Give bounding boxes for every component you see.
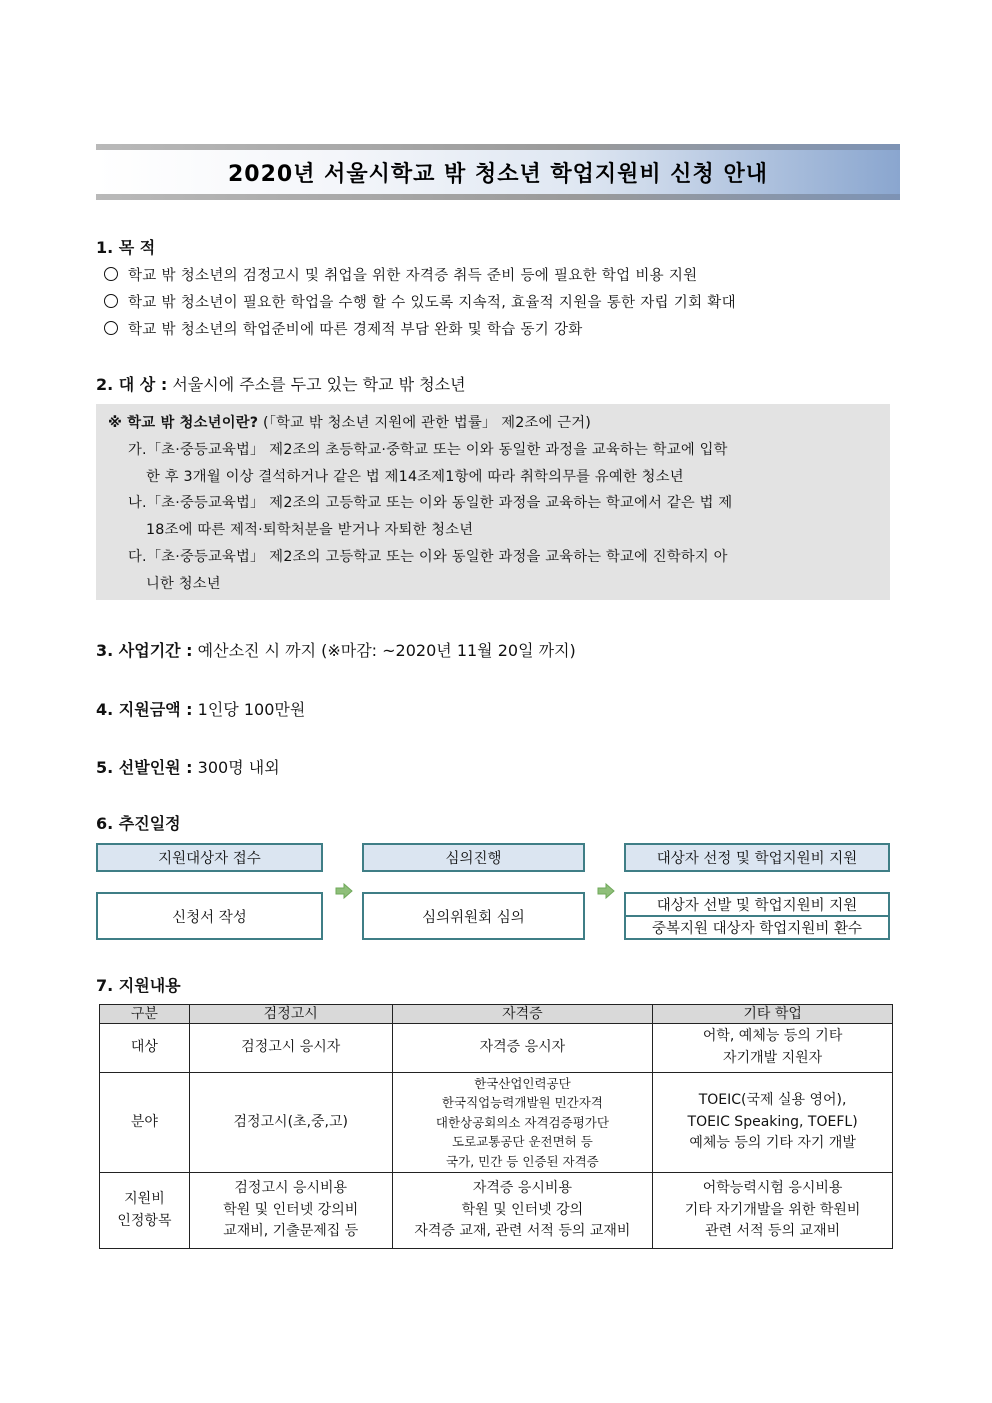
sec1-item: 학교 밖 청소년의 학업준비에 따른 경제적 부담 완화 및 학습 동기 강화 — [104, 318, 583, 339]
sec1-item: 학교 밖 청소년의 검정고시 및 취업을 위한 자격증 취득 준비 등에 필요한 학업 비용 지원 — [104, 264, 697, 285]
table-cell: 검정고시(초,중,고) — [189, 1073, 392, 1173]
sec4-amount: 4. 지원금액 : 1인당 100만원 — [96, 700, 306, 719]
note-line: 18조에 따른 제적·퇴학처분을 받거나 자퇴한 청소년 — [146, 522, 474, 538]
table-row — [100, 1173, 893, 1249]
circle-bullet-icon — [104, 294, 118, 308]
definition-note-box — [96, 404, 890, 600]
circle-bullet-icon — [104, 267, 118, 281]
title-banner — [96, 144, 900, 202]
step1-body: 신청서 작성 — [96, 892, 323, 940]
sec1-item: 학교 밖 청소년이 필요한 학업을 수행 할 수 있도록 지속적, 효율적 지원을 통한 자립 기회 확대 — [104, 291, 736, 312]
table-row — [100, 1073, 893, 1173]
table-header: 검정고시 — [189, 1005, 392, 1024]
step2-title: 심의진행 — [362, 843, 585, 872]
sec2-heading: 2. 대 상 : 서울시에 주소를 두고 있는 학교 밖 청소년 — [96, 375, 466, 394]
table-cell: 자격증 응시자 — [392, 1024, 653, 1073]
step2-body: 심의위원회 심의 — [362, 892, 585, 940]
table-cell: 어학, 예체능 등의 기타 자기개발 지원자 — [653, 1024, 893, 1073]
note-line: 한 후 3개월 이상 결석하거나 같은 법 제14조제1항에 따라 취학의무를 유예한 청소년 — [146, 469, 684, 485]
table-cell: 어학능력시험 응시비용 기타 자기개발을 위한 학원비 관련 서적 등의 교재비 — [653, 1173, 893, 1249]
step3-title: 대상자 선정 및 학업지원비 지원 — [624, 843, 890, 872]
row-label: 분야 — [100, 1073, 190, 1173]
sec7-heading: 7. 지원내용 — [96, 976, 181, 995]
table-row — [100, 1024, 893, 1073]
table-cell: TOEIC(국제 실용 영어), TOEIC Speaking, TOEFL) 예체능 등의 기타 자기 개발 — [653, 1073, 893, 1173]
sec5-selection: 5. 선발인원 : 300명 내외 — [96, 758, 280, 777]
table-header: 구분 — [100, 1005, 190, 1024]
table-cell: 자격증 응시비용 학원 및 인터넷 강의 자격증 교재, 관련 서적 등의 교재비 — [392, 1173, 653, 1249]
note-line: 나.「초·중등교육법」 제2조의 고등학교 또는 이와 동일한 과정을 교육하는 학교에서 같은 법 제 — [128, 495, 733, 511]
table-cell: 검정고시 응시비용 학원 및 인터넷 강의비 교재비, 기출문제집 등 — [189, 1173, 392, 1249]
row-label: 대상 — [100, 1024, 190, 1073]
note-heading: ※ 학교 밖 청소년이란? (「학교 밖 청소년 지원에 관한 법률」 제2조에 근거) — [108, 415, 592, 431]
table-cell: 한국산업인력공단 한국직업능력개발원 민간자격 대한상공회의소 자격검증평가단 도로교통공단 운전면허 등 국가, 민간 등 인증된 자격증 — [392, 1073, 653, 1173]
table-header: 기타 학업 — [653, 1005, 893, 1024]
table-cell: 검정고시 응시자 — [189, 1024, 392, 1073]
circle-bullet-icon — [104, 321, 118, 335]
table-header: 자격증 — [392, 1005, 653, 1024]
sec6-heading: 6. 추진일정 — [96, 814, 181, 833]
sec1-heading: 1. 목 적 — [96, 238, 156, 257]
support-table — [99, 1004, 893, 1249]
note-line: 니한 청소년 — [146, 576, 221, 592]
note-line: 가.「초·중등교육법」 제2조의 초등학교·중학교 또는 이와 동일한 과정을 교육하는 학교에 입학 — [128, 442, 728, 458]
row-label: 지원비 인정항목 — [100, 1173, 190, 1249]
sec3-period: 3. 사업기간 : 예산소진 시 까지 (※마감: ~2020년 11월 20일 까지) — [96, 641, 576, 660]
table-header-row — [100, 1005, 893, 1024]
note-line: 다.「초·중등교육법」 제2조의 고등학교 또는 이와 동일한 과정을 교육하는 학교에 진학하지 아 — [128, 549, 728, 565]
arrow-right-icon — [334, 881, 354, 901]
step3-body-2: 중복지원 대상자 학업지원비 환수 — [624, 915, 890, 940]
title-bottom-rule — [96, 194, 900, 200]
step3-body-1: 대상자 선발 및 학업지원비 지원 — [624, 892, 890, 917]
step1-title: 지원대상자 접수 — [96, 843, 323, 872]
page-title: 2020년 서울시학교 밖 청소년 학업지원비 신청 안내 — [96, 150, 900, 194]
arrow-right-icon — [596, 881, 616, 901]
